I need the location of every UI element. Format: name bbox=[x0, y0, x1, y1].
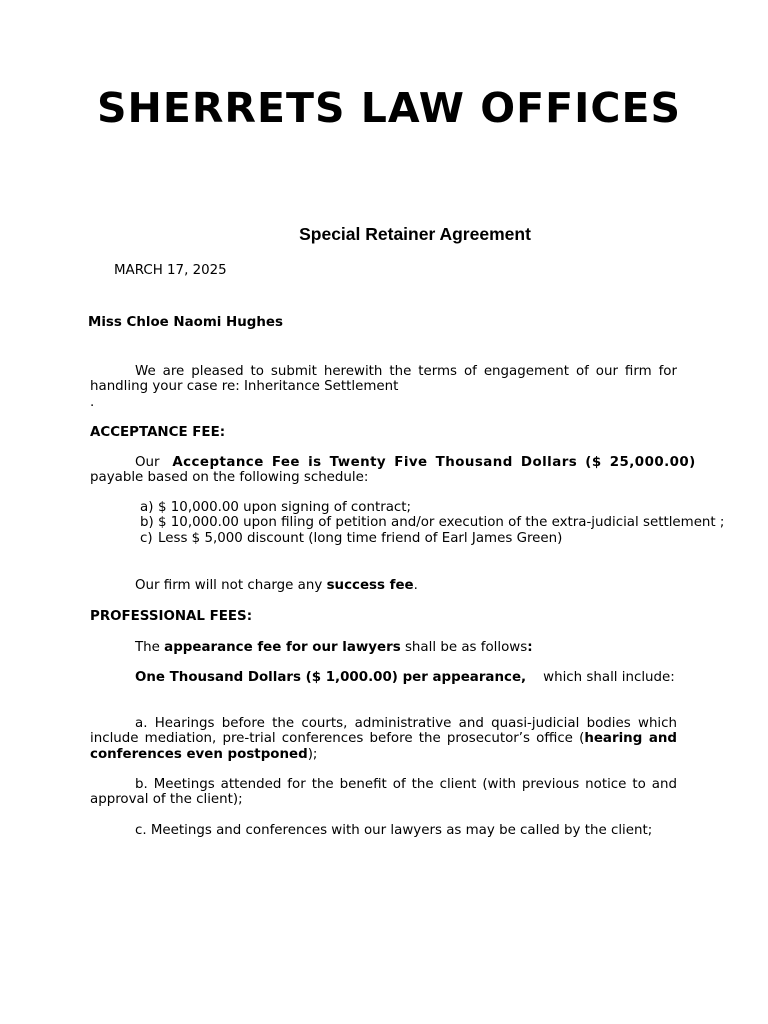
client-name: Miss Chloe Naomi Hughes bbox=[88, 315, 283, 330]
document-title: Special Retainer Agreement bbox=[299, 224, 531, 244]
item-c-text: c. Meetings and conferences with our lawyers as may be called by the client; bbox=[135, 823, 653, 838]
item-a-end: ); bbox=[307, 746, 318, 762]
schedule-marker: a) bbox=[140, 500, 154, 515]
success-fee-term: success fee bbox=[326, 578, 414, 593]
schedule-item bbox=[140, 531, 736, 546]
success-post: . bbox=[413, 578, 418, 593]
professional-fees-heading: PROFESSIONAL FEES: bbox=[90, 609, 253, 624]
intro-text: We are pleased to submit herewith the terms of engagement of our firm for handling your case re: Inheritance Settlement bbox=[90, 364, 677, 395]
item-a-text: a. Hearings before the courts, administrative and quasi-judicial bodies which include mediation, pre-trial conferences before the prosecutor’s office ( bbox=[90, 716, 677, 747]
intro-paragraph bbox=[90, 364, 677, 410]
schedule-text: Less $ 5,000 discount (long time friend of Earl James Green) bbox=[158, 530, 563, 546]
acceptance-fee-paragraph bbox=[90, 455, 756, 486]
payment-schedule bbox=[140, 500, 736, 546]
inclusion-item-b bbox=[90, 777, 677, 808]
appearance-fee-paragraph bbox=[90, 640, 677, 655]
schedule-item bbox=[140, 500, 736, 515]
success-fee-paragraph bbox=[90, 578, 677, 593]
appearance-post: shall be as follows bbox=[404, 640, 528, 655]
appearance-fee-term: appearance fee for our lawyers bbox=[164, 640, 401, 655]
acceptance-fee-rest: payable based on the following schedule: bbox=[90, 470, 369, 486]
appearance-rate-rest: which shall include: bbox=[543, 670, 675, 685]
document-date: MARCH 17, 2025 bbox=[114, 263, 227, 278]
inclusion-item-c bbox=[90, 823, 677, 838]
firm-name: SHERRETS LAW OFFICES bbox=[96, 84, 682, 132]
success-pre: Our firm will not charge any bbox=[135, 578, 323, 593]
acceptance-fee-amount: Acceptance Fee is Twenty Five Thousand Dollars ($ 25,000.00) bbox=[172, 455, 696, 470]
schedule-marker: b) bbox=[140, 515, 154, 531]
item-b-text: b. Meetings attended for the benefit of the client (with previous notice to and approval of the client); bbox=[90, 777, 677, 808]
schedule-text: $ 10,000.00 upon signing of contract; bbox=[158, 500, 412, 515]
acceptance-lead: Our bbox=[135, 455, 160, 470]
schedule-item bbox=[140, 515, 736, 530]
appearance-rate-paragraph bbox=[90, 670, 677, 685]
schedule-marker: c) bbox=[140, 530, 153, 546]
appearance-colon: : bbox=[527, 640, 533, 655]
intro-trail: . bbox=[90, 394, 95, 410]
inclusion-item-a bbox=[90, 716, 677, 762]
appearance-rate: One Thousand Dollars ($ 1,000.00) per appearance, bbox=[135, 670, 527, 685]
schedule-text: $ 10,000.00 upon filing of petition and/or execution of the extra-judicial settlement ; bbox=[158, 515, 725, 531]
appearance-pre: The bbox=[135, 640, 160, 655]
acceptance-fee-heading: ACCEPTANCE FEE: bbox=[90, 425, 226, 440]
item-a-bold: hearing and conferences even postponed bbox=[90, 731, 677, 762]
